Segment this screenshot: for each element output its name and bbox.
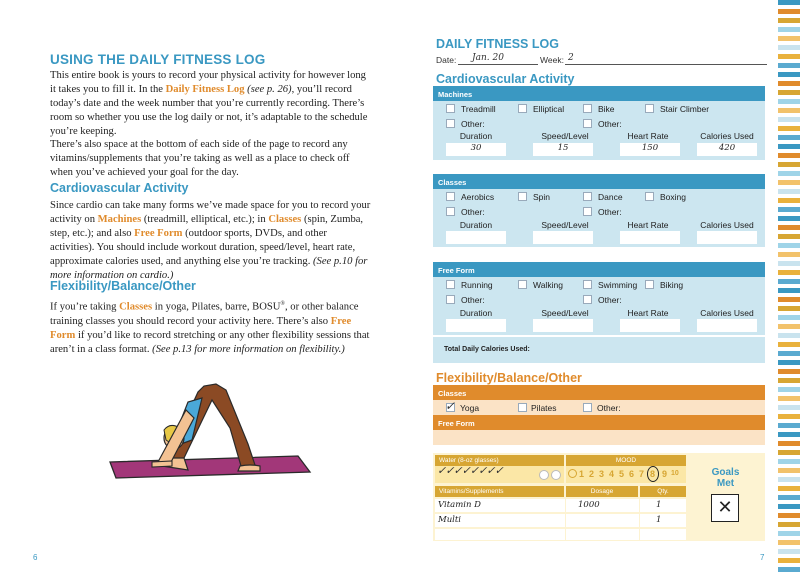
- yoga-checkmark: ✓: [445, 399, 456, 413]
- mood-sad-icon: [568, 469, 577, 478]
- stripe: [778, 99, 800, 104]
- vitamin-2-qty: 1: [656, 515, 662, 525]
- stripe: [778, 396, 800, 401]
- page-number-right: 7: [760, 553, 765, 562]
- classes-calories-field[interactable]: [697, 231, 757, 244]
- classes-other-2-label: Other:: [598, 207, 622, 217]
- classes-col-duration: Duration: [459, 220, 493, 230]
- stripe: [778, 288, 800, 293]
- flex-free-form-header: Free Form: [433, 415, 765, 430]
- free-form-other-2-label: Other:: [598, 295, 622, 305]
- stripe: [778, 270, 800, 275]
- date-value[interactable]: Jan. 20: [472, 53, 504, 63]
- stripe: [778, 342, 800, 347]
- page-title: USING THE DAILY FITNESS LOG: [50, 52, 266, 67]
- biking-checkbox[interactable]: [645, 280, 654, 289]
- stair-climber-checkbox[interactable]: [645, 104, 654, 113]
- stripe: [778, 513, 800, 518]
- yoga-mat: [110, 456, 310, 478]
- stripe: [778, 126, 800, 131]
- goals-met-label: Goals Met: [711, 467, 740, 489]
- date-line: [458, 64, 538, 65]
- water-checkmarks: ✓✓✓✓✓✓✓✓: [437, 464, 503, 477]
- downward-dog-illustration: [100, 370, 320, 490]
- free-form-calories-field[interactable]: [697, 319, 757, 332]
- machines-other-2-checkbox[interactable]: [583, 119, 592, 128]
- yoga-label: Yoga: [460, 403, 480, 413]
- log-title: DAILY FITNESS LOG: [436, 37, 559, 51]
- stripe: [778, 468, 800, 473]
- stripe: [778, 162, 800, 167]
- free-form-other-1-label: Other:: [461, 295, 485, 305]
- stripe: [778, 558, 800, 563]
- stripe: [778, 216, 800, 221]
- mood-10[interactable]: 10: [671, 470, 679, 477]
- yogi-hands: [152, 461, 172, 467]
- week-line: [565, 64, 767, 65]
- free-form-other-2-checkbox[interactable]: [583, 295, 592, 304]
- vitamin-divider-1: [565, 499, 566, 540]
- machines-col-heart-rate: Heart Rate: [627, 131, 669, 141]
- water-glass-10[interactable]: [551, 470, 561, 480]
- free-form-col-duration: Duration: [459, 308, 493, 318]
- stripe: [778, 108, 800, 113]
- aerobics-checkbox[interactable]: [446, 192, 455, 201]
- classes-other-1-checkbox[interactable]: [446, 207, 455, 216]
- boxing-label: Boxing: [660, 192, 686, 202]
- pilates-checkbox[interactable]: [518, 403, 527, 412]
- vitamin-1-qty: 1: [656, 500, 662, 510]
- vitamin-1-name: Vitamin D: [438, 500, 481, 510]
- machines-col-speed: Speed/Level: [541, 131, 589, 141]
- stripe: [778, 171, 800, 176]
- flex-log-heading: Flexibility/Balance/Other: [436, 371, 582, 385]
- mood-header: MOOD: [566, 455, 686, 466]
- stripe: [778, 18, 800, 23]
- elliptical-checkbox[interactable]: [518, 104, 527, 113]
- elliptical-label: Elliptical: [533, 104, 565, 114]
- bike-checkbox[interactable]: [583, 104, 592, 113]
- machines-duration-value: 30: [470, 143, 482, 153]
- stripe: [778, 63, 800, 68]
- stripe: [778, 27, 800, 32]
- stripe: [778, 306, 800, 311]
- classes-col-calories: Calories Used: [700, 220, 754, 230]
- stripe: [778, 153, 800, 158]
- running-checkbox[interactable]: [446, 280, 455, 289]
- boxing-checkbox[interactable]: [645, 192, 654, 201]
- stripe: [778, 234, 800, 239]
- treadmill-checkbox[interactable]: [446, 104, 455, 113]
- stripe: [778, 459, 800, 464]
- mood-6[interactable]: 6: [629, 469, 635, 479]
- week-value[interactable]: 2: [568, 53, 574, 63]
- mood-9[interactable]: 9: [662, 469, 668, 479]
- mood-5[interactable]: 5: [619, 469, 625, 479]
- stripe: [778, 90, 800, 95]
- mood-1[interactable]: 1: [579, 469, 585, 479]
- mood-selected-circle: [647, 466, 659, 482]
- machines-col-duration: Duration: [459, 131, 493, 141]
- stripe: [778, 540, 800, 545]
- bike-label: Bike: [598, 104, 615, 114]
- stripe: [778, 207, 800, 212]
- stripe: [778, 72, 800, 77]
- classes-col-speed: Speed/Level: [541, 220, 589, 230]
- total-calories-label: Total Daily Calories Used:: [444, 346, 530, 353]
- stripe: [778, 360, 800, 365]
- machines-header: Machines: [433, 86, 765, 101]
- stripe: [778, 522, 800, 527]
- machines-other-1-label: Other:: [461, 119, 485, 129]
- classes-header: Classes: [433, 174, 765, 189]
- stripe: [778, 423, 800, 428]
- walking-label: Walking: [533, 280, 563, 290]
- classes-other-2-checkbox[interactable]: [583, 207, 592, 216]
- stripe: [778, 486, 800, 491]
- stripe: [778, 9, 800, 14]
- stripe: [778, 225, 800, 230]
- stripe: [778, 189, 800, 194]
- vitamin-2-name: Multi: [438, 515, 462, 525]
- stripe: [778, 279, 800, 284]
- dance-label: Dance: [598, 192, 623, 202]
- flex-other-checkbox[interactable]: [583, 403, 592, 412]
- treadmill-label: Treadmill: [461, 104, 496, 114]
- aerobics-label: Aerobics: [461, 192, 495, 202]
- mood-4[interactable]: 4: [609, 469, 615, 479]
- stripe: [778, 414, 800, 419]
- stripe: [778, 315, 800, 320]
- free-form-heart-rate-field[interactable]: [620, 319, 680, 332]
- stripe: [778, 36, 800, 41]
- running-label: Running: [461, 280, 493, 290]
- flex-classes-header: Classes: [433, 385, 765, 400]
- stripe: [778, 324, 800, 329]
- machines-heart-rate-value: 150: [641, 143, 659, 153]
- water-glass-9[interactable]: [539, 470, 549, 480]
- stripe: [778, 504, 800, 509]
- pilates-label: Pilates: [531, 403, 557, 413]
- spin-checkbox[interactable]: [518, 192, 527, 201]
- stripe: [778, 531, 800, 536]
- swimming-checkbox[interactable]: [583, 280, 592, 289]
- stripe: [778, 252, 800, 257]
- free-form-col-heart-rate: Heart Rate: [627, 308, 669, 318]
- stripe: [778, 333, 800, 338]
- cardio-heading: Cardiovascular Activity: [50, 181, 189, 195]
- stripe: [778, 405, 800, 410]
- decorative-stripes: [778, 0, 800, 574]
- classes-heart-rate-field[interactable]: [620, 231, 680, 244]
- stripe: [778, 567, 800, 572]
- stripe: [778, 117, 800, 122]
- stripe: [778, 45, 800, 50]
- machines-other-1-checkbox[interactable]: [446, 119, 455, 128]
- mood-3[interactable]: 3: [599, 469, 605, 479]
- stripe: [778, 297, 800, 302]
- swimming-label: Swimming: [598, 280, 638, 290]
- free-form-speed-field[interactable]: [533, 319, 593, 332]
- machines-col-calories: Calories Used: [700, 131, 754, 141]
- stripe: [778, 81, 800, 86]
- classes-other-1-label: Other:: [461, 207, 485, 217]
- vitamin-row-2[interactable]: [435, 514, 686, 527]
- stripe: [778, 144, 800, 149]
- stripe: [778, 441, 800, 446]
- dance-checkbox[interactable]: [583, 192, 592, 201]
- vitamin-1-dosage: 1000: [578, 500, 600, 510]
- stripe: [778, 351, 800, 356]
- vitamin-row-3[interactable]: [435, 529, 686, 540]
- free-form-col-speed: Speed/Level: [541, 308, 589, 318]
- stripe: [778, 378, 800, 383]
- stripe: [778, 54, 800, 59]
- flex-other-label: Other:: [597, 403, 621, 413]
- stripe: [778, 135, 800, 140]
- mood-8[interactable]: 8: [650, 469, 656, 479]
- cardio-paragraph: Since cardio can take many forms we’ve made space for you to record your activity on Machines (treadmill, elliptical, etc.); in Classes (spin, Zumba, step, etc.); and also Free Form (outdoor sports, DVDs, and other activities). You should include workout duration, speed/level, heart rate, approximate calories used, and anything else you’re tracking. (See p.10 for more information on cardio.): [50, 200, 371, 282]
- yogi-back-foot: [238, 465, 260, 471]
- stripe: [778, 450, 800, 455]
- spin-label: Spin: [533, 192, 551, 202]
- flex-free-form-panel[interactable]: [433, 430, 765, 445]
- vitamins-header: Vitamins/Supplements: [435, 486, 564, 497]
- vitamin-divider-2: [639, 499, 640, 540]
- stripe: [778, 495, 800, 500]
- page-number-left: 6: [33, 553, 38, 562]
- cardio-log-heading: Cardiovascular Activity: [436, 72, 575, 86]
- mood-7[interactable]: 7: [639, 469, 645, 479]
- week-label: Week:: [540, 55, 564, 65]
- water-header: Water (8-oz glasses): [435, 455, 564, 466]
- stripe: [778, 0, 800, 5]
- stripe: [778, 180, 800, 185]
- biking-label: Biking: [660, 280, 684, 290]
- free-form-header: Free Form: [433, 262, 765, 277]
- classes-col-heart-rate: Heart Rate: [627, 220, 669, 230]
- classes-duration-field[interactable]: [446, 231, 506, 244]
- stripe: [778, 387, 800, 392]
- machines-other-2-label: Other:: [598, 119, 622, 129]
- machines-speed-value: 15: [557, 143, 569, 153]
- stripe: [778, 477, 800, 482]
- goals-met-checkbox[interactable]: ✕: [711, 494, 739, 522]
- stripe: [778, 198, 800, 203]
- qty-header: Qty.: [640, 486, 686, 497]
- space-paragraph: There’s also space at the bottom of each side of the page to record any vitamins/supplements that you’re taking as well as a place to check off when you’ve achieved your goal for the day.: [50, 139, 350, 179]
- flex-paragraph: If you’re taking Classes in yoga, Pilates, barre, BOSU®, or other balance training classes you should record your activity here. There’s also Free Form if you’d like to record stretching or any other flexibility sessions that aren’t in a class format. (See p.13 for more information on flexibility.): [50, 301, 370, 355]
- stripe: [778, 369, 800, 374]
- date-label: Date:: [436, 55, 457, 65]
- free-form-duration-field[interactable]: [446, 319, 506, 332]
- stripe: [778, 243, 800, 248]
- mood-2[interactable]: 2: [589, 469, 595, 479]
- stripe: [778, 432, 800, 437]
- free-form-other-1-checkbox[interactable]: [446, 295, 455, 304]
- free-form-col-calories: Calories Used: [700, 308, 754, 318]
- machines-calories-value: 420: [718, 143, 736, 153]
- intro-paragraph: This entire book is yours to record your physical activity for however long it takes you to fill it. In the Daily Fitness Log (see p. 26), you’ll record today’s date and the week number that you’re currently recording. There’s room so whether you use the log daily or not, it’s adaptable to the schedule you’re keeping.: [50, 70, 368, 138]
- stair-climber-label: Stair Climber: [660, 104, 710, 114]
- flex-heading: Flexibility/Balance/Other: [50, 279, 196, 293]
- stripe: [778, 549, 800, 554]
- walking-checkbox[interactable]: [518, 280, 527, 289]
- stripe: [778, 261, 800, 266]
- classes-speed-field[interactable]: [533, 231, 593, 244]
- dosage-header: Dosage: [566, 486, 638, 497]
